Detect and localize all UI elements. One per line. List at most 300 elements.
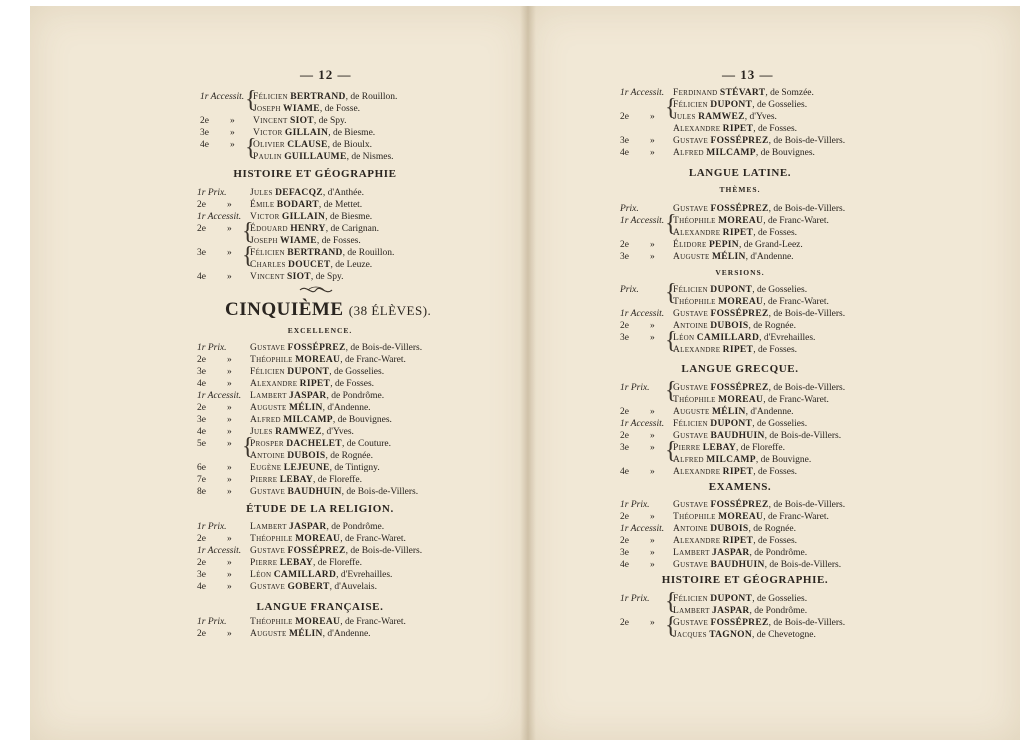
rank-label: 1r Prix. (620, 500, 650, 510)
last-name: MILCAMP (706, 455, 756, 465)
hometown: , de Grand-Leez. (738, 240, 803, 250)
rank-label: 2e (197, 403, 206, 413)
hometown: , de Franc-Waret. (763, 216, 829, 226)
hometown: , de Bois-de-Villers. (768, 136, 846, 146)
ditto-mark: » (650, 431, 655, 441)
brace-glyph: { (242, 434, 254, 460)
rank-label: 4e (197, 379, 206, 389)
student-name (673, 430, 841, 442)
first-name: Alfred (250, 415, 281, 425)
student-name (673, 320, 796, 332)
hometown: , de Bois-de-Villers. (768, 618, 846, 628)
ditto-mark: » (227, 367, 232, 377)
student-name (673, 466, 797, 478)
hometown: , de Bouvignes. (332, 415, 392, 425)
last-name: FOSSÉPREZ (710, 136, 769, 146)
rank-label: 1r Accessit. (620, 309, 665, 319)
ditto-mark: » (650, 252, 655, 262)
first-name: Élidore (673, 240, 707, 250)
last-name: DUBOIS (710, 321, 749, 331)
student-name (673, 511, 829, 523)
rank-label: 8e (197, 487, 206, 497)
rank-label: 4e (197, 427, 206, 437)
student-name (250, 462, 380, 474)
last-name: DUPONT (710, 285, 753, 295)
student-name (250, 247, 394, 259)
last-name: TAGNON (709, 630, 752, 640)
student-name (250, 569, 392, 581)
last-name: GUILLAUME (284, 152, 347, 162)
student-name (250, 378, 374, 390)
hometown: , de Bois-de-Villers. (768, 204, 846, 214)
rank-label: 2e (620, 240, 629, 250)
hometown: , de Fosses. (330, 379, 375, 389)
section-heading-exams: EXAMENS. (708, 481, 772, 493)
student-name (673, 394, 829, 406)
hometown: , de Pondrôme. (326, 522, 385, 532)
hometown: , de Somzée. (765, 88, 814, 98)
student-name (250, 271, 344, 283)
student-name (673, 559, 841, 571)
student-name (673, 203, 845, 215)
brace-glyph: { (665, 280, 677, 306)
rank-label: 2e (620, 618, 629, 628)
first-name: Alexandre (673, 345, 721, 355)
ditto-mark: » (227, 582, 232, 592)
last-name: SIOT (287, 272, 311, 282)
brace-glyph: { (245, 135, 257, 161)
first-name: Lambert (250, 522, 287, 532)
rank-label: 3e (197, 570, 206, 580)
hometown: , de Fosses. (316, 236, 361, 246)
first-name: Gustave (673, 383, 709, 393)
rank-label: 1r Accessit. (620, 524, 665, 534)
last-name: DUBOIS (287, 451, 326, 461)
last-name: MOREAU (295, 355, 341, 365)
rank-label: 2e (620, 536, 629, 546)
hometown: , de Tintigny. (329, 463, 380, 473)
rank-label: 3e (197, 248, 206, 258)
hometown: , d'Evrehailles. (336, 570, 393, 580)
hometown: , de Gosselies. (752, 285, 808, 295)
student-name (250, 342, 422, 354)
ditto-mark: » (230, 128, 235, 138)
hometown: , de Spy. (310, 272, 344, 282)
ditto-mark: » (227, 629, 232, 639)
rank-label: 1r Prix. (620, 383, 650, 393)
first-name: Théophile (673, 297, 716, 307)
first-name: Jules (250, 188, 273, 198)
last-name: PEPIN (708, 240, 739, 250)
ditto-mark: » (227, 248, 232, 258)
brace-glyph: { (665, 95, 677, 121)
first-name: Alexandre (673, 536, 721, 546)
rank-label: 3e (197, 415, 206, 425)
last-name: FOSSÉPREZ (710, 204, 769, 214)
student-name (250, 390, 384, 402)
student-name (673, 251, 794, 263)
last-name: DEFACQZ (275, 188, 323, 198)
ditto-mark: » (230, 116, 235, 126)
first-name: Gustave (250, 546, 286, 556)
ditto-mark: » (227, 570, 232, 580)
last-name: RIPET (722, 536, 754, 546)
student-name (250, 628, 371, 640)
last-name: FOSSÉPREZ (710, 500, 769, 510)
student-name (673, 454, 811, 466)
student-name (250, 438, 391, 450)
last-name: DUBOIS (710, 524, 749, 534)
first-name: Victor (253, 128, 283, 138)
first-name: Antoine (250, 451, 285, 461)
student-name (250, 533, 406, 545)
student-name (673, 344, 797, 356)
first-name: Paulin (253, 152, 282, 162)
first-name: Charles (250, 260, 286, 270)
hometown: , de Floreffe. (736, 443, 785, 453)
hometown: , de Floreffe. (313, 558, 362, 568)
hometown: , d'Andenne. (322, 403, 371, 413)
ditto-mark: » (650, 321, 655, 331)
student-name (253, 151, 394, 163)
first-name: Gustave (673, 560, 709, 570)
rank-label: Prix. (620, 285, 639, 295)
first-name: Gustave (673, 309, 709, 319)
hometown: , d'Auvelais. (329, 582, 377, 592)
student-name (253, 139, 372, 151)
hometown: , de Carignan. (325, 224, 380, 234)
student-name (250, 486, 418, 498)
student-name (673, 617, 845, 629)
ditto-mark: » (650, 560, 655, 570)
hometown: , d'Yves. (744, 112, 777, 122)
hometown: , de Fosses. (753, 228, 798, 238)
rank-label: 3e (620, 443, 629, 453)
student-name (253, 127, 375, 139)
ditto-mark: » (650, 443, 655, 453)
last-name: BAUDHUIN (710, 560, 765, 570)
last-name: MOREAU (295, 534, 341, 544)
rank-label: 1r Accessit. (620, 216, 665, 226)
ditto-mark: » (227, 415, 232, 425)
student-name (673, 382, 845, 394)
ditto-mark: » (227, 224, 232, 234)
student-name (250, 616, 406, 628)
rank-label: 7e (197, 475, 206, 485)
student-name (673, 523, 796, 535)
brace-glyph: { (665, 438, 677, 464)
ditto-mark: » (650, 136, 655, 146)
last-name: MOREAU (718, 297, 764, 307)
rank-label: 5e (197, 439, 206, 449)
first-name: Olivier (253, 140, 285, 150)
rank-label: 2e (620, 112, 629, 122)
rank-label: 3e (620, 252, 629, 262)
first-name: Lambert (250, 391, 287, 401)
ditto-mark: » (227, 558, 232, 568)
last-name: JASPAR (712, 606, 750, 616)
hometown: , de Gosselies. (329, 367, 385, 377)
first-name: Auguste (673, 252, 710, 262)
first-name: Gustave (673, 431, 709, 441)
first-name: Gustave (673, 204, 709, 214)
student-name (253, 91, 397, 103)
hometown: , de Rognée. (748, 524, 796, 534)
first-name: Félicien (250, 367, 285, 377)
first-name: Gustave (673, 618, 709, 628)
student-name (673, 87, 814, 99)
first-name: Félicien (250, 248, 285, 258)
hometown: , de Fosses. (753, 536, 798, 546)
ditto-mark: » (650, 548, 655, 558)
ditto-mark: » (650, 112, 655, 122)
rank-label: 4e (620, 467, 629, 477)
last-name: FOSSÉPREZ (710, 383, 769, 393)
hometown: , de Bois-de-Villers. (764, 560, 842, 570)
hometown: , de Pondrôme. (749, 606, 808, 616)
last-name: SIOT (290, 116, 314, 126)
first-name: Auguste (250, 629, 287, 639)
hometown: , de Chevetogne. (751, 630, 816, 640)
last-name: FOSSÉPREZ (287, 546, 346, 556)
section-heading-history: HISTOIRE ET GÉOGRAPHIE. (661, 574, 829, 586)
hometown: , de Bioulx. (327, 140, 372, 150)
student-name (250, 199, 362, 211)
first-name: Auguste (250, 403, 287, 413)
first-name: Vincent (253, 116, 288, 126)
rank-label: 1r Prix. (197, 522, 227, 532)
last-name: WIAME (280, 236, 317, 246)
student-name (250, 211, 372, 223)
last-name: BAUDHUIN (710, 431, 765, 441)
hometown: , de Gosselies. (752, 419, 808, 429)
first-name: Alexandre (250, 379, 298, 389)
hometown: , d'Yves. (321, 427, 354, 437)
first-name: Félicien (673, 285, 708, 295)
last-name: JASPAR (712, 548, 750, 558)
student-name (250, 557, 362, 569)
rank-label: 3e (197, 367, 206, 377)
rank-label: 3e (620, 333, 629, 343)
rank-label: 4e (197, 272, 206, 282)
last-name: STÉVART (719, 88, 766, 98)
rank-label: 1r Accessit. (620, 88, 665, 98)
last-name: FOSSÉPREZ (710, 309, 769, 319)
hometown: , de Nismes. (346, 152, 394, 162)
hometown: , de Bouvignes. (755, 148, 815, 158)
rank-label: 1r Accessit. (197, 391, 242, 401)
rank-label: 1r Prix. (197, 188, 227, 198)
first-name: Alexandre (673, 124, 721, 134)
first-name: Alfred (673, 148, 704, 158)
student-name (673, 418, 807, 430)
hometown: , de Bois-de-Villers. (345, 546, 423, 556)
rank-label: 1r Prix. (620, 594, 650, 604)
last-name: DUPONT (710, 419, 753, 429)
last-name: MÉLIN (711, 252, 746, 262)
first-name: Antoine (673, 524, 708, 534)
student-name (673, 593, 807, 605)
student-name (250, 354, 406, 366)
hometown: , d'Andenne. (745, 407, 794, 417)
last-name: MOREAU (295, 617, 341, 627)
student-name (250, 521, 384, 533)
first-name: Lambert (673, 548, 710, 558)
class-title-count: (38 ÉLÈVES). (348, 303, 432, 318)
class-title (225, 299, 431, 321)
last-name: LEJEUNE (283, 463, 330, 473)
hometown: , de Rouillon. (345, 92, 398, 102)
hometown: , de Gosselies. (752, 594, 808, 604)
first-name: Jules (250, 427, 273, 437)
hometown: , d'Anthée. (322, 188, 364, 198)
rank-label: 2e (197, 355, 206, 365)
last-name: BERTRAND (287, 248, 343, 258)
student-name (250, 450, 373, 462)
hometown: , de Franc-Waret. (763, 512, 829, 522)
student-name (673, 605, 807, 617)
rank-label: 4e (620, 148, 629, 158)
ditto-mark: » (227, 427, 232, 437)
brace-glyph: { (665, 328, 677, 354)
ditto-mark: » (650, 407, 655, 417)
first-name: Félicien (673, 419, 708, 429)
hometown: , de Pondrôme. (326, 391, 385, 401)
student-name (250, 223, 379, 235)
ditto-mark: » (227, 463, 232, 473)
last-name: BERTRAND (290, 92, 346, 102)
rank-label: 2e (197, 629, 206, 639)
hometown: , de Biesme. (325, 212, 373, 222)
section-heading-french: LANGUE FRANÇAISE. (256, 601, 384, 613)
first-name: Lambert (673, 606, 710, 616)
last-name: MÉLIN (711, 407, 746, 417)
first-name: Léon (250, 570, 272, 580)
last-name: FOSSÉPREZ (710, 618, 769, 628)
last-name: RIPET (722, 124, 754, 134)
student-name (673, 99, 807, 111)
student-name (250, 187, 364, 199)
hometown: , de Fosses. (753, 345, 798, 355)
last-name: RAMWEZ (698, 112, 745, 122)
first-name: Gustave (250, 582, 286, 592)
last-name: GILLAIN (281, 212, 326, 222)
hometown: , de Bois-de-Villers. (768, 309, 846, 319)
ditto-mark: » (227, 200, 232, 210)
last-name: MILCAMP (706, 148, 756, 158)
ditto-mark: » (227, 379, 232, 389)
last-name: DUPONT (287, 367, 330, 377)
ditto-mark: » (650, 618, 655, 628)
student-name (253, 103, 360, 115)
last-name: DACHELET (286, 439, 342, 449)
ditto-mark: » (230, 140, 235, 150)
last-name: MILCAMP (283, 415, 333, 425)
student-name (673, 442, 785, 454)
student-name (673, 296, 829, 308)
rank-label: 2e (620, 431, 629, 441)
rank-label: 1r Accessit. (200, 92, 245, 102)
last-name: JASPAR (289, 522, 327, 532)
brace-glyph: { (242, 219, 254, 245)
first-name: Joseph (253, 104, 281, 114)
section-heading-religion: ÉTUDE DE LA RELIGION. (246, 503, 394, 515)
last-name: GOBERT (287, 582, 330, 592)
last-name: LEBAY (702, 443, 737, 453)
hometown: , de Floreffe. (313, 475, 362, 485)
last-name: RIPET (299, 379, 331, 389)
last-name: MÉLIN (288, 629, 323, 639)
subsection-heading-themes: THÈMES. (719, 185, 761, 194)
first-name: Pierre (673, 443, 701, 453)
first-name: Édouard (250, 224, 288, 234)
first-name: Félicien (673, 100, 708, 110)
last-name: WIAME (283, 104, 320, 114)
student-name (250, 235, 361, 247)
ditto-mark: » (650, 333, 655, 343)
student-name (250, 581, 377, 593)
hometown: , de Franc-Waret. (340, 534, 406, 544)
student-name (250, 545, 422, 557)
last-name: FOSSÉPREZ (287, 343, 346, 353)
section-heading-history: HISTOIRE ET GÉOGRAPHIE (233, 168, 397, 180)
first-name: Pierre (250, 558, 278, 568)
page-number: — 12 — (300, 67, 352, 82)
last-name: BODART (276, 200, 319, 210)
subsection-heading-versions: VERSIONS. (715, 268, 765, 277)
ditto-mark: » (227, 475, 232, 485)
hometown: , de Gosselies. (752, 100, 808, 110)
hometown: , de Rouillon. (342, 248, 395, 258)
section-heading-greek: LANGUE GRECQUE. (681, 363, 799, 375)
rank-label: 4e (197, 582, 206, 592)
student-name (250, 474, 362, 486)
last-name: JASPAR (289, 391, 327, 401)
last-name: CLAUSE (287, 140, 328, 150)
hometown: , de Biesme. (328, 128, 376, 138)
last-name: LEBAY (279, 475, 314, 485)
hometown: , de Pondrôme. (749, 548, 808, 558)
first-name: Théophile (673, 395, 716, 405)
ditto-mark: » (650, 148, 655, 158)
student-name (673, 135, 845, 147)
first-name: Gustave (250, 487, 286, 497)
book-spine (520, 6, 536, 740)
student-name (673, 629, 816, 641)
student-name (673, 308, 845, 320)
section-heading-latin: LANGUE LATINE. (688, 167, 792, 179)
hometown: , de Franc-Waret. (340, 617, 406, 627)
brace-glyph: { (665, 613, 677, 639)
brace-glyph: { (245, 87, 257, 113)
last-name: LEBAY (279, 558, 314, 568)
hometown: , de Fosse. (319, 104, 361, 114)
hometown: , d'Andenne. (745, 252, 794, 262)
first-name: Alexandre (673, 228, 721, 238)
student-name (673, 535, 797, 547)
student-name (673, 147, 815, 159)
ditto-mark: » (650, 512, 655, 522)
hometown: , de Couture. (341, 439, 392, 449)
last-name: RIPET (722, 345, 754, 355)
first-name: Vincent (250, 272, 285, 282)
last-name: MOREAU (718, 395, 764, 405)
rank-label: Prix. (620, 204, 639, 214)
student-name (673, 332, 815, 344)
page-number: — 13 — (722, 67, 774, 82)
hometown: , de Bois-de-Villers. (768, 500, 846, 510)
class-title-name: CINQUIÈME (225, 299, 344, 320)
